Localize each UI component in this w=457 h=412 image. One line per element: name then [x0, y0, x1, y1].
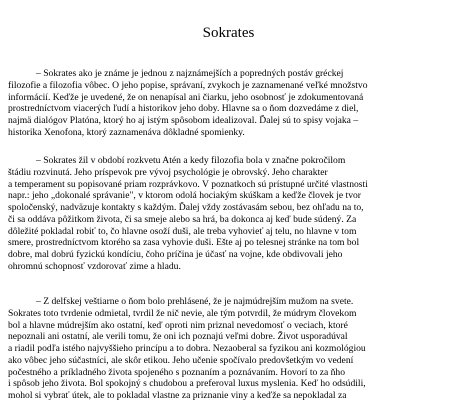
document-title: Sokrates — [202, 25, 255, 41]
text-line: dobre, mal dobrú fyzickú kondíciu, čoho príčina je účasť na vojne, kde obdivovali jeho — [8, 249, 343, 260]
text-line: najmä dialógov Platóna, ktorý ho aj istým spôsobom idealizoval. Ďalej sú to spisy vojaka – — [8, 115, 359, 126]
text-line: bol a hlavne múdrejším ako ostatní, keď oproti nim priznal nevedomosť o veciach, ktoré — [8, 319, 348, 331]
text-line: ako vôbec jeho súčastníci, ale skôr etikou. Jeho učenie spočívalo predovšetkým vo vedení — [8, 354, 354, 366]
paragraph-1 — [8, 68, 454, 139]
text-line: prostredníctvom viacerých ľudí a historikov jeho doby. Hlavne sa o ňom dozvedáme z diel, — [8, 103, 359, 115]
text-line: dôležité pokladal robiť to, čo hlavne osoží duši, ale treba vyhovieť aj telu, no hlavne v tom — [8, 225, 357, 237]
paragraph-2 — [8, 155, 454, 273]
text-line: – Z delfskej veštiarne o ňom bolo prehlásené, že je najmúdrejším mužom na svete. — [36, 296, 354, 307]
text-line: štádiu rozvinutá. Jeho príspevok pre vývoj psychológie je obrovský. Jeho charakter — [8, 166, 328, 178]
text-line: i spôsob jeho života. Bol spokojný s chudobou a preferoval luxus myslenia. Keď ho odsúdili, — [8, 378, 366, 390]
text-line: Sokrates toto tvrdenie odmietal, tvrdil že nič nevie, ale tým potvrdil, že múdrym človekom — [8, 307, 357, 319]
text-line: napr.: jeho „dokonalé správanie", v ktorom odolá hociakým skúškam a keďže človek je tvor — [8, 190, 361, 202]
paragraph-3 — [8, 296, 454, 402]
text-line: nepoznali ani ostatní, ale verili tomu, že oni ich poznajú veľmi dobre. Život usporadúval — [8, 331, 348, 343]
text-line: – Sokrates ako je známe je jednou z najznámejších a popredných postáv gréckej — [36, 68, 344, 79]
text-line: informácií. Keďže je uvedené, že on nenapísal ani čiarku, jeho osobnosť je zdokumentovaná — [8, 91, 364, 103]
text-line: ohromnú schopnosť vzdorovať zime a hladu. — [8, 260, 181, 272]
text-line: mohol si vybrať útek, ale to pokladal vlastne za priznanie viny a keďže sa nepokladal za — [8, 390, 347, 401]
text-line: počestného a príkladného života spojeného s poznaním a poznávaním. Hovorí to za ňho — [8, 366, 346, 378]
text-line: – Sokrates žil v období rozkvetu Atén a kedy filozofia bola v značne pokročilom — [36, 155, 346, 166]
text-line: filozofie a filozofia vôbec. O jeho popise, správaní, zvykoch je zaznamenané veľké množstvo — [8, 79, 368, 91]
text-line: a temperament su popisované priam rozprávkovo. V poznatkoch sú prístupné určité vlastnosti — [8, 178, 368, 190]
text-line: spoločenský, nadväzuje kontakty s každým. Ďalej vždy zostávasám sebou, bez ohľadu na to, — [8, 202, 364, 213]
text-line: a riadil podľa istého najvyššieho princípu a to dobra. Nezaoberal sa fyzikou ani kozmológiou — [8, 343, 366, 354]
text-line: či sa oddáva pôžitkom života, či sa smeje alebo sa hrá, ba dokonca aj keď bude súdený. Za — [8, 213, 357, 225]
text-line: historika Xenofona, ktorý zaznamenáva dôkladné spomienky. — [8, 126, 245, 138]
text-line: smere, prostredníctvom ktorého sa zasa vyhovie duši. Ešte aj po telesnej stránke na tom bol — [8, 237, 360, 249]
